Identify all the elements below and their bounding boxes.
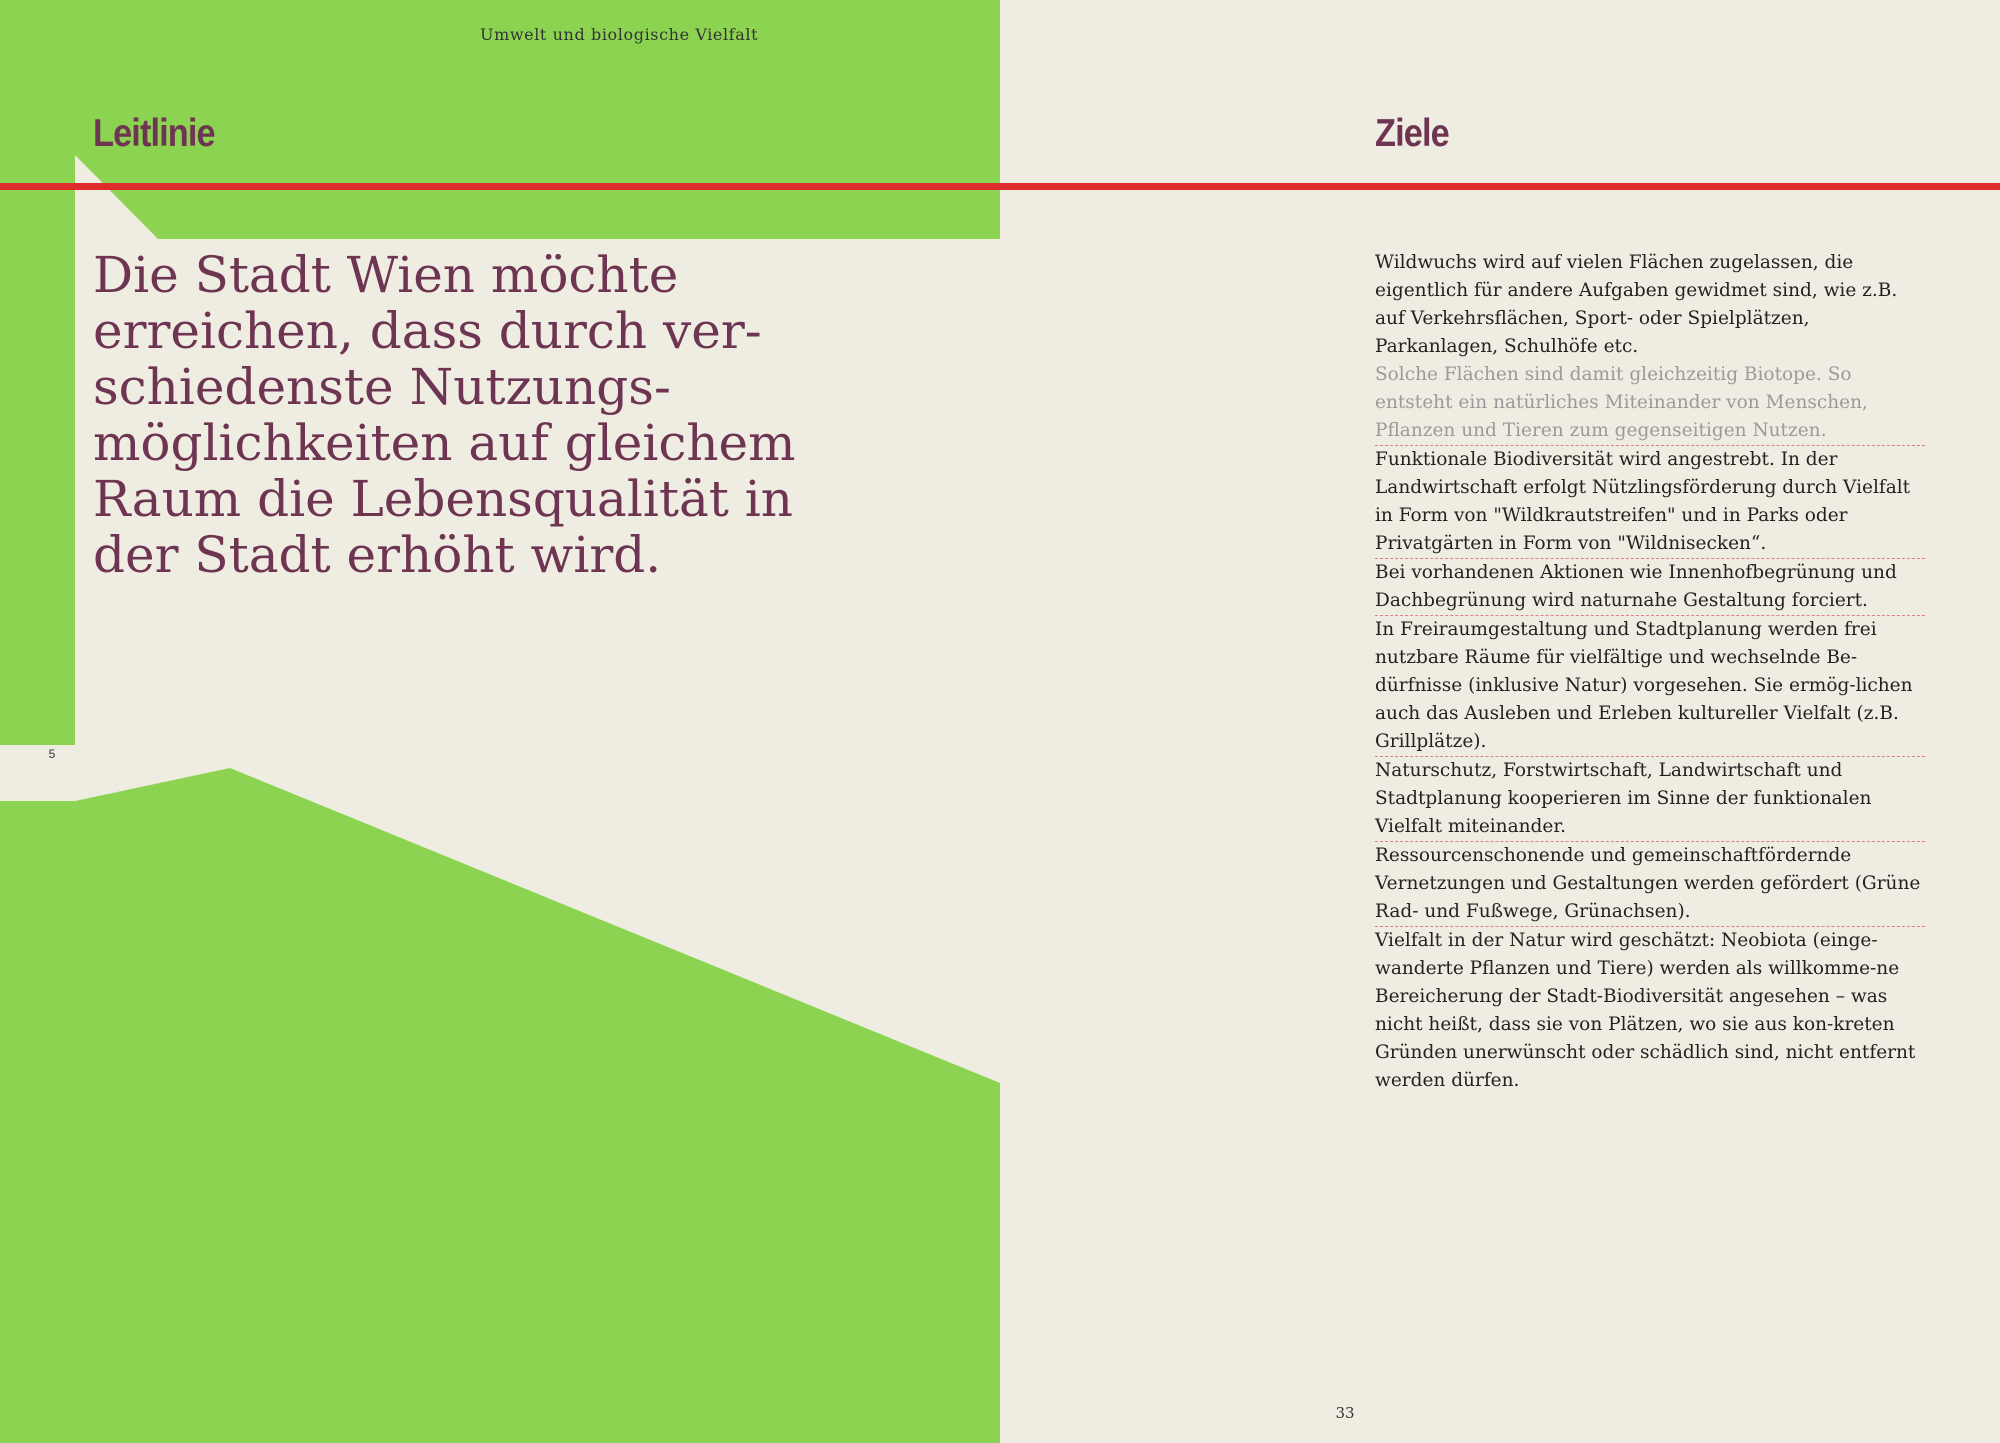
ziele-heading: Ziele <box>1375 112 1449 155</box>
goal-item: Bei vorhandenen Aktionen wie Innenhofbegrünung und Dachbegrünung wird naturnahe Gestaltung forciert. <box>1375 559 1925 616</box>
leitlinie-heading: Leitlinie <box>93 112 215 155</box>
goal-item: Wildwuchs wird auf vielen Flächen zugelassen, die eigentlich für andere Aufgaben gewidmet sind, wie z.B. auf Verkehrsflächen, Sport- oder Spielplätzen, Parkanlagen, Schulhöfe etc. <box>1375 252 1898 357</box>
page-number-right: 33 <box>1335 1404 1355 1422</box>
goal-item: Ressourcenschonende und gemeinschaftfördernde Vernetzungen und Gestaltungen werden gefördert (Grüne Rad- und Fußwege, Grünachsen). <box>1375 842 1925 927</box>
goal-item: Funktionale Biodiversität wird angestrebt. In der Landwirtschaft erfolgt Nützlingsförderung durch Vielfalt in Form von "Wildkrautstreifen" und in Parks oder Privatgärten in Form von "Wildnisecken“. <box>1375 446 1925 559</box>
red-divider-rule <box>0 183 2000 190</box>
goal-item: Naturschutz, Forstwirtschaft, Landwirtschaft und Stadtplanung kooperieren im Sinne der funktionalen Vielfalt miteinander. <box>1375 757 1925 842</box>
goal-item: Solche Flächen sind damit gleichzeitig Biotope. So entsteht ein natürliches Miteinander von Menschen, Pflanzen und Tieren zum gegenseitigen Nutzen. <box>1375 361 1925 446</box>
running-head: Umwelt und biologische Vielfalt <box>480 25 759 44</box>
guideline-statement: Die Stadt Wien möchte erreichen, dass durch ver-schiedenste Nutzungs-möglichkeiten auf gleichem Raum die Lebensqualität in der Stadt erhöht wird. <box>93 246 796 584</box>
goal-item: In Freiraumgestaltung und Stadtplanung werden frei nutzbare Räume für vielfältige und wechselnde Be-dürfnisse (inklusive Natur) vorgesehen. Sie ermög-lichen auch das Ausleben und Erleben kultureller Vielfalt (z.B. Grillplätze). <box>1375 616 1925 757</box>
page-number-left: 5 <box>48 747 56 761</box>
goals-list <box>1375 249 1925 1095</box>
goal-item: Vielfalt in der Natur wird geschätzt: Neobiota (einge-wanderte Pflanzen und Tiere) werden als willkomme-ne Bereicherung der Stadt-Biodiversität angesehen – was nicht heißt, dass sie von Plätzen, wo sie aus kon-kreten Gründen unerwünscht oder schädlich sind, nicht entfernt werden dürfen. <box>1375 930 1916 1091</box>
